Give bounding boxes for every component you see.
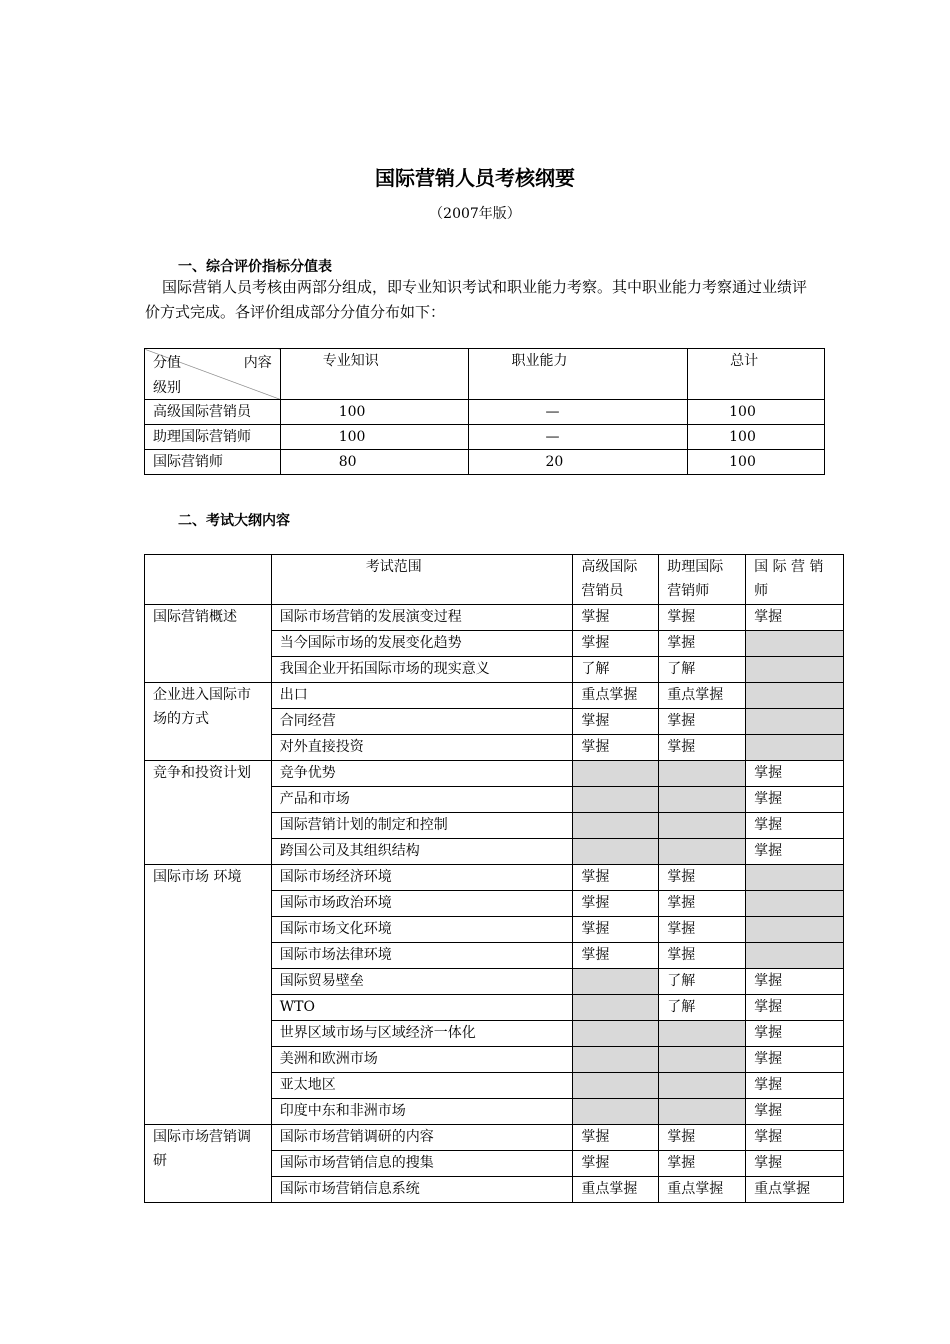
assistant-level-cell: 了解 [659, 969, 746, 995]
assistant-level-cell: 掌握 [659, 865, 746, 891]
senior-level-cell: 掌握 [573, 709, 659, 735]
syllabus-header [145, 555, 844, 605]
senior-level-cell [573, 1021, 659, 1047]
topic-cell: 当今国际市场的发展变化趋势 [271, 631, 573, 657]
section2-heading: 二、考试大纲内容 [178, 513, 290, 529]
level-cell: 助理国际营销师 [145, 425, 281, 450]
master-level-cell [746, 865, 844, 891]
header-assistant: 助理国际营销师 [659, 555, 746, 605]
topic-cell: 我国企业开拓国际市场的现实意义 [271, 657, 573, 683]
header-ability: 职业能力 [469, 349, 688, 400]
diagonal-header-cell [145, 349, 281, 400]
senior-level-cell: 掌握 [573, 865, 659, 891]
total-cell: 100 [688, 425, 825, 450]
knowledge-cell: 100 [280, 400, 469, 425]
header-knowledge: 专业知识 [280, 349, 469, 400]
topic-cell: 国际市场营销信息的搜集 [271, 1151, 573, 1177]
topic-cell: 国际市场营销调研的内容 [271, 1125, 573, 1151]
ability-cell: — [469, 425, 688, 450]
senior-level-cell: 掌握 [573, 1151, 659, 1177]
table-row [145, 683, 844, 709]
senior-level-cell [573, 1073, 659, 1099]
section1-heading: 一、综合评价指标分值表 [178, 259, 332, 275]
senior-level-cell: 掌握 [573, 631, 659, 657]
table-row [145, 865, 844, 891]
category-cell: 国际营销概述 [145, 605, 272, 683]
assistant-level-cell: 掌握 [659, 631, 746, 657]
topic-cell: 竞争优势 [271, 761, 573, 787]
assistant-level-cell [659, 1021, 746, 1047]
topic-cell: 国际市场文化环境 [271, 917, 573, 943]
assistant-level-cell: 了解 [659, 657, 746, 683]
assistant-level-cell: 掌握 [659, 1125, 746, 1151]
table-row [145, 450, 825, 475]
assistant-level-cell: 重点掌握 [659, 1177, 746, 1203]
assistant-level-cell: 重点掌握 [659, 683, 746, 709]
table-row [145, 1125, 844, 1151]
topic-cell: 美洲和欧洲市场 [271, 1047, 573, 1073]
master-level-cell: 掌握 [746, 1021, 844, 1047]
corner-level-label: 级别 [153, 380, 181, 396]
senior-level-cell: 了解 [573, 657, 659, 683]
topic-cell: 对外直接投资 [271, 735, 573, 761]
senior-level-cell: 掌握 [573, 735, 659, 761]
category-cell: 国际市场 环境 [145, 865, 272, 1125]
knowledge-cell: 100 [280, 425, 469, 450]
topic-cell: 国际市场经济环境 [271, 865, 573, 891]
senior-level-cell: 掌握 [573, 605, 659, 631]
assistant-level-cell: 了解 [659, 995, 746, 1021]
assistant-level-cell: 掌握 [659, 605, 746, 631]
header-category [145, 555, 272, 605]
master-level-cell: 掌握 [746, 1125, 844, 1151]
score-table-header [145, 349, 825, 400]
category-cell: 国际市场营销调研 [145, 1125, 272, 1203]
score-table [144, 348, 825, 475]
master-level-cell: 掌握 [746, 1073, 844, 1099]
assistant-level-cell: 掌握 [659, 891, 746, 917]
ability-cell: — [469, 400, 688, 425]
topic-cell: 国际营销计划的制定和控制 [271, 813, 573, 839]
total-cell: 100 [688, 400, 825, 425]
header-master: 国 际 营 销 师 [746, 555, 844, 605]
header-scope: 考试范围 [271, 555, 573, 605]
senior-level-cell [573, 787, 659, 813]
senior-level-cell [573, 995, 659, 1021]
senior-level-cell: 掌握 [573, 891, 659, 917]
topic-cell: 世界区域市场与区域经济一体化 [271, 1021, 573, 1047]
assistant-level-cell: 掌握 [659, 1151, 746, 1177]
topic-cell: 国际市场营销信息系统 [271, 1177, 573, 1203]
assistant-level-cell: 掌握 [659, 735, 746, 761]
assistant-level-cell: 掌握 [659, 709, 746, 735]
master-level-cell: 重点掌握 [746, 1177, 844, 1203]
section1-paragraph: 国际营销人员考核由两部分组成，即专业知识考试和职业能力考察。其中职业能力考察通过业绩评价方式完成。各评价组成部分分值分布如下： [145, 278, 808, 321]
senior-level-cell [573, 1099, 659, 1125]
assistant-level-cell [659, 813, 746, 839]
category-cell: 企业进入国际市场的方式 [145, 683, 272, 761]
topic-cell: 合同经营 [271, 709, 573, 735]
master-level-cell: 掌握 [746, 787, 844, 813]
page-title: 国际营销人员考核纲要 [375, 166, 575, 190]
level-cell: 高级国际营销员 [145, 400, 281, 425]
senior-level-cell: 掌握 [573, 917, 659, 943]
corner-score-label: 分值 [153, 355, 181, 371]
master-level-cell: 掌握 [746, 605, 844, 631]
master-level-cell: 掌握 [746, 1047, 844, 1073]
assistant-level-cell [659, 839, 746, 865]
master-level-cell: 掌握 [746, 1151, 844, 1177]
topic-cell: 出口 [271, 683, 573, 709]
table-row [145, 425, 825, 450]
master-level-cell: 掌握 [746, 969, 844, 995]
topic-cell: 跨国公司及其组织结构 [271, 839, 573, 865]
senior-level-cell [573, 1047, 659, 1073]
assistant-level-cell [659, 1099, 746, 1125]
topic-cell: 亚太地区 [271, 1073, 573, 1099]
master-level-cell [746, 683, 844, 709]
master-level-cell [746, 735, 844, 761]
assistant-level-cell [659, 1073, 746, 1099]
senior-level-cell: 重点掌握 [573, 683, 659, 709]
master-level-cell [746, 631, 844, 657]
topic-cell: 印度中东和非洲市场 [271, 1099, 573, 1125]
category-cell: 竞争和投资计划 [145, 761, 272, 865]
master-level-cell: 掌握 [746, 1099, 844, 1125]
master-level-cell: 掌握 [746, 839, 844, 865]
topic-cell: 国际市场法律环境 [271, 943, 573, 969]
assistant-level-cell: 掌握 [659, 917, 746, 943]
senior-level-cell [573, 969, 659, 995]
senior-level-cell [573, 761, 659, 787]
syllabus-table [144, 554, 844, 1203]
master-level-cell: 掌握 [746, 995, 844, 1021]
topic-cell: 国际市场营销的发展演变过程 [271, 605, 573, 631]
header-total: 总计 [688, 349, 825, 400]
level-cell: 国际营销师 [145, 450, 281, 475]
topic-cell: 国际市场政治环境 [271, 891, 573, 917]
topic-cell: 产品和市场 [271, 787, 573, 813]
senior-level-cell: 重点掌握 [573, 1177, 659, 1203]
master-level-cell [746, 709, 844, 735]
table-row [145, 400, 825, 425]
ability-cell: 20 [469, 450, 688, 475]
master-level-cell [746, 891, 844, 917]
header-senior: 高级国际营销员 [573, 555, 659, 605]
master-level-cell [746, 917, 844, 943]
syllabus-body [145, 605, 844, 1203]
senior-level-cell: 掌握 [573, 1125, 659, 1151]
table-row [145, 761, 844, 787]
assistant-level-cell [659, 761, 746, 787]
senior-level-cell [573, 813, 659, 839]
topic-cell: 国际贸易壁垒 [271, 969, 573, 995]
senior-level-cell: 掌握 [573, 943, 659, 969]
master-level-cell: 掌握 [746, 761, 844, 787]
total-cell: 100 [688, 450, 825, 475]
master-level-cell [746, 657, 844, 683]
assistant-level-cell [659, 787, 746, 813]
corner-content-label: 内容 [243, 355, 272, 371]
senior-level-cell [573, 839, 659, 865]
table-row [145, 605, 844, 631]
edition-subtitle: （2007年版） [429, 206, 521, 222]
assistant-level-cell: 掌握 [659, 943, 746, 969]
master-level-cell: 掌握 [746, 813, 844, 839]
master-level-cell [746, 943, 844, 969]
knowledge-cell: 80 [280, 450, 469, 475]
topic-cell: WTO [271, 995, 573, 1021]
assistant-level-cell [659, 1047, 746, 1073]
